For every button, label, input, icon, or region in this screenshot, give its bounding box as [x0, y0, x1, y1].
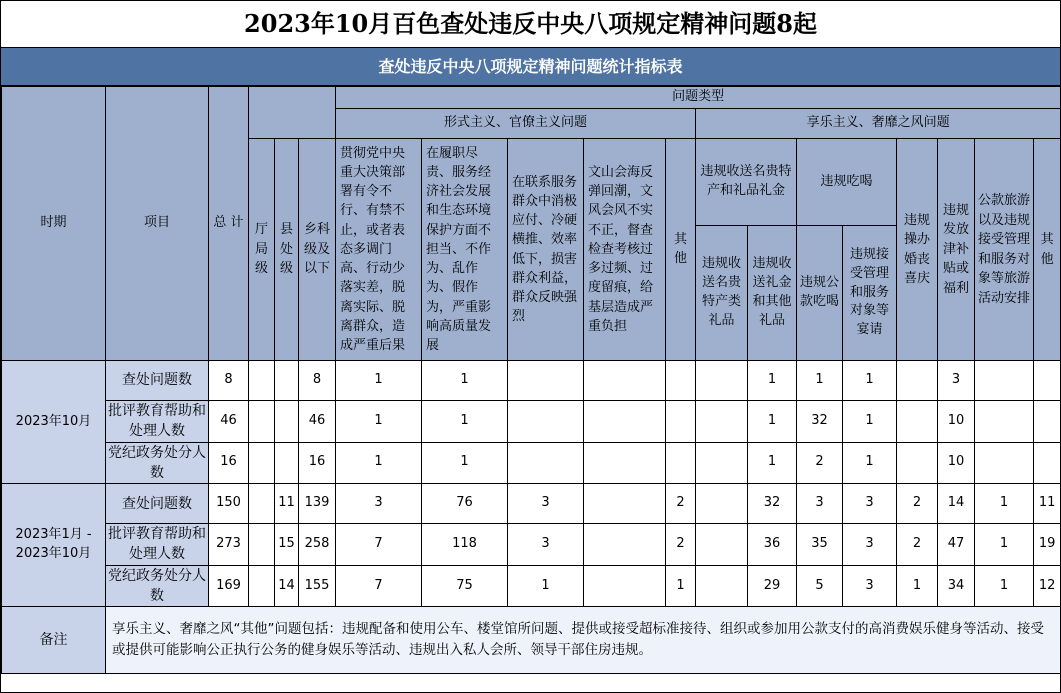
data-cell: [249, 361, 275, 401]
header-formalism-1: 贯彻党中央重大决策部署有令不行、有禁不止，或者表态多调门高、行动少落实差，脱离实际、脱离群众，造成严重后果: [336, 139, 422, 361]
data-cell: [584, 524, 666, 566]
data-cell: 258: [299, 524, 336, 566]
data-cell: [666, 401, 696, 443]
data-cell: [275, 442, 299, 484]
data-cell: [584, 361, 666, 401]
data-cell: 16: [209, 442, 249, 484]
data-cell: [897, 361, 938, 401]
data-cell: [975, 401, 1034, 443]
data-cell: 29: [748, 565, 797, 607]
data-cell: 10: [938, 401, 975, 443]
data-cell: 1: [843, 401, 897, 443]
data-cell: [696, 565, 748, 607]
data-cell: 3: [843, 565, 897, 607]
data-cell: 1: [843, 442, 897, 484]
header-level-xiang: 乡科级及以下: [299, 139, 336, 361]
data-cell: 3: [843, 524, 897, 566]
data-cell: 1: [748, 442, 797, 484]
data-cell: [975, 442, 1034, 484]
row-item-label: 批评教育帮助和处理人数: [106, 524, 209, 566]
data-cell: 2: [797, 442, 843, 484]
data-cell: 1: [843, 361, 897, 401]
data-cell: 12: [1034, 565, 1061, 607]
header-eating-b: 违规接受管理和服务对象等宴请: [843, 226, 897, 361]
data-cell: [696, 401, 748, 443]
data-cell: 3: [336, 484, 422, 524]
row-item-label: 查处问题数: [106, 484, 209, 524]
header-formalism-3: 在联系服务群众中消极应付、冷硬横推、效率低下，损害群众利益，群众反映强烈: [508, 139, 584, 361]
header-travel: 公款旅游以及违规接受管理和服务对象等旅游活动安排: [975, 139, 1034, 361]
row-item-label: 党纪政务处分人数: [106, 565, 209, 607]
data-cell: [249, 565, 275, 607]
data-cell: 273: [209, 524, 249, 566]
header-level-ting: 厅局级: [249, 139, 275, 361]
data-cell: 19: [1034, 524, 1061, 566]
data-cell: 5: [797, 565, 843, 607]
data-cell: [1034, 442, 1061, 484]
data-cell: [897, 401, 938, 443]
data-cell: [696, 361, 748, 401]
header-formalism: 形式主义、官僚主义问题: [336, 109, 696, 139]
data-cell: 14: [275, 565, 299, 607]
data-cell: 3: [843, 484, 897, 524]
header-eating-group: 违规吃喝: [797, 139, 897, 226]
data-cell: 1: [422, 401, 508, 443]
data-cell: [275, 401, 299, 443]
header-gift-a: 违规收送名贵特产类礼品: [696, 226, 748, 361]
data-cell: 8: [209, 361, 249, 401]
table-row: [2, 524, 1061, 566]
data-cell: 155: [299, 565, 336, 607]
data-cell: 2: [666, 484, 696, 524]
data-cell: 16: [299, 442, 336, 484]
data-cell: [696, 524, 748, 566]
data-cell: 1: [336, 442, 422, 484]
data-cell: [249, 524, 275, 566]
table-row: [2, 484, 1061, 524]
data-cell: 1: [797, 361, 843, 401]
header-formalism-4: 文山会海反弹回潮，文风会风不实不正，督查检查考核过多过频、过度留痕，给基层造成严重负担: [584, 139, 666, 361]
data-cell: [666, 442, 696, 484]
data-cell: 1: [975, 524, 1034, 566]
data-cell: [584, 401, 666, 443]
data-cell: 34: [938, 565, 975, 607]
data-cell: 1: [666, 565, 696, 607]
table-row: [2, 401, 1061, 443]
data-cell: 10: [938, 442, 975, 484]
data-cell: 1: [975, 484, 1034, 524]
data-cell: 32: [748, 484, 797, 524]
data-cell: 1: [508, 565, 584, 607]
period-label: 2023年1月 - 2023年10月: [2, 484, 106, 607]
data-cell: 7: [336, 565, 422, 607]
data-cell: 139: [299, 484, 336, 524]
data-cell: 1: [336, 361, 422, 401]
page-title: 2023年10月百色查处违反中央八项规定精神问题8起: [1, 1, 1060, 48]
data-cell: 32: [797, 401, 843, 443]
data-cell: 169: [209, 565, 249, 607]
data-cell: 1: [422, 361, 508, 401]
table-row: [2, 565, 1061, 607]
data-cell: 36: [748, 524, 797, 566]
data-cell: [584, 442, 666, 484]
data-cell: 47: [938, 524, 975, 566]
data-cell: [975, 361, 1034, 401]
data-cell: 1: [748, 401, 797, 443]
data-cell: 1: [336, 401, 422, 443]
data-cell: [508, 361, 584, 401]
data-cell: 1: [748, 361, 797, 401]
data-cell: 3: [938, 361, 975, 401]
data-cell: 15: [275, 524, 299, 566]
header-period: 时期: [2, 87, 106, 361]
data-cell: 46: [299, 401, 336, 443]
data-cell: [1034, 401, 1061, 443]
data-cell: 75: [422, 565, 508, 607]
data-cell: 3: [508, 524, 584, 566]
data-cell: 118: [422, 524, 508, 566]
data-cell: 2: [897, 484, 938, 524]
data-cell: [249, 401, 275, 443]
data-cell: 76: [422, 484, 508, 524]
data-cell: 35: [797, 524, 843, 566]
data-cell: 3: [797, 484, 843, 524]
statistics-table: [1, 86, 1061, 674]
data-cell: [897, 442, 938, 484]
table-title: 查处违反中央八项规定精神问题统计指标表: [1, 48, 1060, 86]
table-row: [2, 361, 1061, 401]
header-hedonism: 享乐主义、奢靡之风问题: [696, 109, 1061, 139]
header-item: 项目: [106, 87, 209, 361]
data-cell: [666, 361, 696, 401]
data-cell: 11: [1034, 484, 1061, 524]
data-cell: [696, 442, 748, 484]
data-cell: 3: [508, 484, 584, 524]
header-total: 总 计: [209, 87, 249, 361]
header-level-xian: 县处级: [275, 139, 299, 361]
header-formalism-2: 在履职尽责、服务经济社会发展和生态环境保护方面不担当、不作为、乱作为、假作为，严重影响高质量发展: [422, 139, 508, 361]
note-label: 备注: [2, 607, 106, 674]
data-cell: 14: [938, 484, 975, 524]
data-cell: [249, 484, 275, 524]
data-cell: 1: [975, 565, 1034, 607]
row-item-label: 查处问题数: [106, 361, 209, 401]
period-label: 2023年10月: [2, 361, 106, 484]
data-cell: [584, 565, 666, 607]
data-cell: 11: [275, 484, 299, 524]
data-cell: 8: [299, 361, 336, 401]
data-cell: 2: [897, 524, 938, 566]
data-cell: 7: [336, 524, 422, 566]
header-formalism-other: 其他: [666, 139, 696, 361]
data-cell: 1: [422, 442, 508, 484]
header-level-group: [249, 87, 336, 139]
header-gift-b: 违规收送礼金和其他礼品: [748, 226, 797, 361]
data-cell: [584, 484, 666, 524]
note-text: 享乐主义、奢靡之风“其他”问题包括：违规配备和使用公车、楼堂馆所问题、提供或接受超标准接待、组织或参加用公款支付的高消费娱乐健身等活动、接受或提供可能影响公正执行公务的健身娱乐等活动、违规出入私人会所、领导干部住房违规。: [106, 607, 1061, 674]
header-problem-types: 问题类型: [336, 87, 1061, 109]
data-cell: 150: [209, 484, 249, 524]
header-gift-group: 违规收送名贵特产和礼品礼金: [696, 139, 797, 226]
header-hedonism-other: 其他: [1034, 139, 1061, 361]
data-cell: [508, 401, 584, 443]
row-item-label: 批评教育帮助和处理人数: [106, 401, 209, 443]
table-body: [2, 361, 1061, 607]
header-eating-a: 违规公款吃喝: [797, 226, 843, 361]
header-subsidy: 违规发放津补贴或福利: [938, 139, 975, 361]
header-wedding: 违规操办婚丧喜庆: [897, 139, 938, 361]
data-cell: [249, 442, 275, 484]
data-cell: [1034, 361, 1061, 401]
data-cell: [696, 484, 748, 524]
row-item-label: 党纪政务处分人数: [106, 442, 209, 484]
data-cell: [275, 361, 299, 401]
table-row: [2, 442, 1061, 484]
data-cell: 2: [666, 524, 696, 566]
data-cell: 1: [897, 565, 938, 607]
data-cell: [508, 442, 584, 484]
data-cell: 46: [209, 401, 249, 443]
